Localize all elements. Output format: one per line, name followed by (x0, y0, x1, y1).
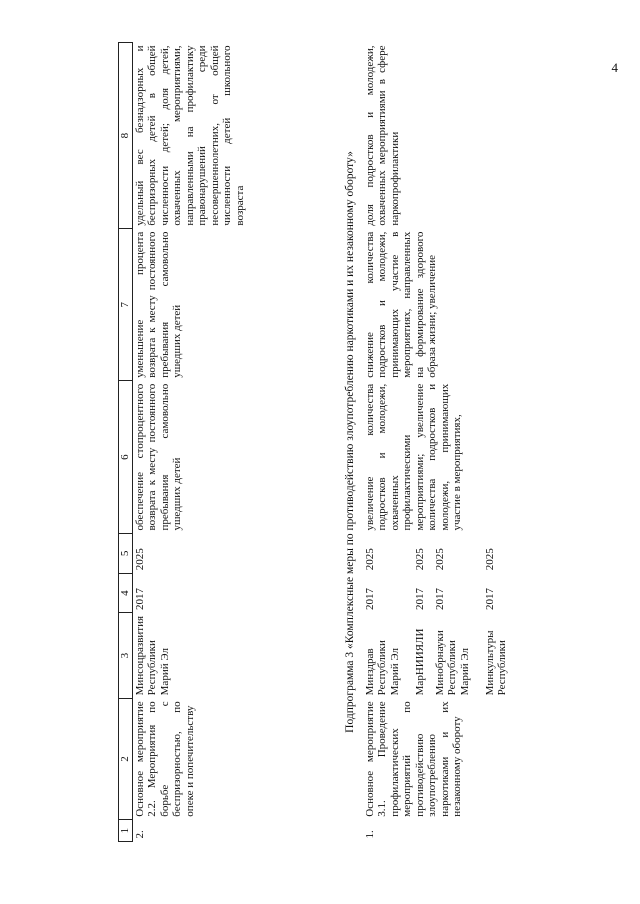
executor: МарНИИЯЛИ (413, 628, 426, 696)
row-number: 1. (363, 830, 376, 839)
start-years-cell (363, 573, 510, 613)
row-number: 2. (133, 830, 146, 839)
col-header: 1 (119, 820, 133, 842)
col-header: 5 (119, 534, 133, 574)
start-year: 2017 (133, 587, 146, 610)
table-row (132, 43, 340, 842)
executor: Минсоцразвития Республики Марий Эл (133, 615, 171, 696)
executor: Минздрав Республики Марий Эл (363, 640, 401, 696)
subprogram-row (340, 43, 363, 842)
table-row (363, 43, 510, 842)
indicator: доля подростков и молодежи, охваченных мероприятиями в сфере наркопрофилактики (363, 45, 401, 226)
rotated-table-page (118, 42, 640, 842)
indicator: удельный вес безнадзорных и беспризорных детей в общей численности детей; доля детей, охваченных мероприятиями, направленными на профилактику правонарушений среди несовершеннолетних, от общей численности детей школьного возраста (133, 45, 246, 226)
start-year: 2017 (413, 587, 426, 610)
executor: Минобрнауки Республики Марий Эл (433, 630, 471, 696)
measure-name: Основное мероприятие 2.2. Мероприятия по борьбе с беспризорностью, по опеке и попечительству (133, 701, 196, 817)
executors-cell (363, 613, 510, 698)
col-header: 3 (119, 613, 133, 698)
end-year: 2025 (413, 548, 426, 571)
page-number: 4 (611, 60, 618, 75)
col-header: 7 (119, 229, 133, 381)
col-header: 4 (119, 573, 133, 613)
subprogram-title: Подпрограмма 3 «Комплексные меры по противодействию злоупотреблению наркотиками и их незаконному обороту» (344, 151, 356, 733)
start-year: 2017 (433, 587, 446, 610)
col-header: 8 (119, 43, 133, 229)
consequence: снижение количества подростков и молодежи, принимающих участие в мероприятиях, направленных на формирование здорового образа жизни; увеличение (363, 231, 438, 378)
col-header: 2 (119, 698, 133, 819)
expected-result: увеличение количества подростков и молодежи, охваченных профилактическими мероприятиями; увеличение количества подростков и молодежи, принимающих участие в мероприятиях, (363, 383, 463, 531)
measures-table (118, 42, 510, 842)
column-number-header (119, 43, 133, 842)
consequence: уменьшение процента возврата к месту постоянного пребывания самовольно ушедших детей (133, 231, 183, 378)
measure-name: Основное мероприятие 3.1. Проведение профилактических мероприятий по противодействию злоупотреблению наркотиками и их незаконному обороту (363, 701, 463, 817)
end-year: 2025 (363, 548, 376, 571)
end-years-cell (363, 534, 510, 574)
end-year: 2025 (133, 548, 146, 571)
col-header: 6 (119, 381, 133, 534)
start-year: 2017 (363, 587, 376, 610)
expected-result: обеспечение стопроцентного возврата к месту постоянного пребывания самовольно ушедших детей (133, 383, 183, 531)
start-year: 2017 (483, 587, 496, 610)
executor: Минкультуры Республики (483, 630, 508, 696)
end-year: 2025 (483, 548, 496, 571)
end-year: 2025 (433, 548, 446, 571)
